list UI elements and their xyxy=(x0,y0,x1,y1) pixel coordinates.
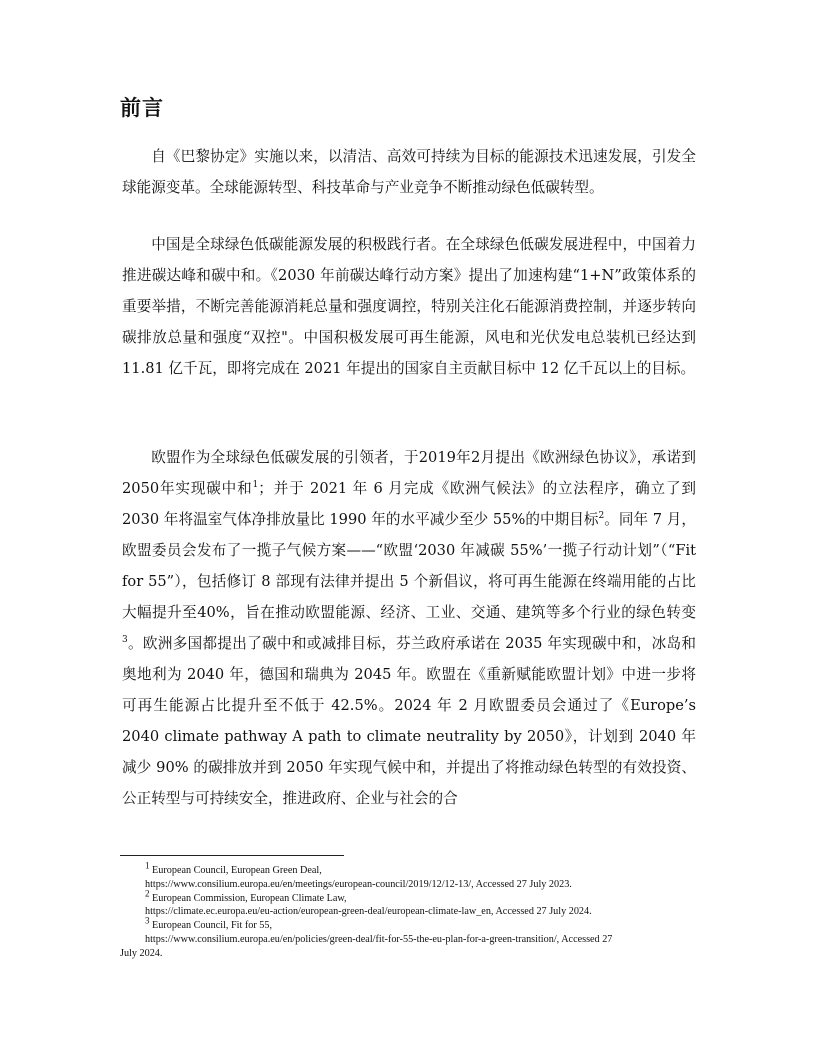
footnote-url-3-continued: July 2024. xyxy=(120,947,163,959)
paragraph-paris-agreement: 自《巴黎协定》实施以来，以清洁、高效可持续为目标的能源技术迅速发展，引发全球能源变革。全球能源转型、科技革命与产业竞争不断推动绿色低碳转型。 xyxy=(122,148,696,196)
footnote-title-1: European Council, European Green Deal, xyxy=(149,865,322,876)
footnote-url-1[interactable]: https://www.consilium.europa.eu/en/meetings/european-council/2019/12/12-13/, Accessed 27 July 2023. xyxy=(145,878,572,890)
paragraph-eu-text-4: 。欧洲多国都提出了碳中和或减排目标，芬兰政府承诺在 2035 年实现碳中和，冰岛和奥地利为 2040 年，德国和瑞典为 2045 年。欧盟在《重新赋能欧盟计划》中进一步将可再生能源占比提升至不低于 42.5%。2024 年 2 月欧盟委员会通过了《Europe’s 2040 climate pathway A path to climate neutrality by 2050》，计划到 2040 年减少 90% 的碳排放并到 2050 年实现气候中和，并提出了将推动绿色转型的有效投资、公正转型与可持续安全，推进政府、企业与社会的合 xyxy=(122,635,696,807)
footnote-marker-1: 1 xyxy=(145,860,150,871)
footnote-3 xyxy=(120,915,696,933)
footnote-title-3: European Council, Fit for 55, xyxy=(149,920,273,932)
footnote-ref-3[interactable]: 3 xyxy=(122,635,128,646)
footnote-2 xyxy=(120,888,696,906)
paragraph-eu-text-2: ；并于 2021 年 6 月完成《欧洲气候法》的立法程序，确立了到 2030 年将温室气体净排放量比 1990 年的水平减少至少 55%的中期目标 xyxy=(122,480,697,528)
paragraph-eu xyxy=(122,442,696,814)
footnote-ref-1[interactable]: 1 xyxy=(252,480,259,491)
paragraph-eu-text-1: 欧盟作为全球绿色低碳发展的引领者，于2019年2月提出《欧洲绿色协议》，承诺到2050年实现碳中和 xyxy=(122,449,696,497)
footnotes xyxy=(120,860,696,961)
footnote-url-3[interactable]: https://www.consilium.europa.eu/en/policies/green-deal/fit-for-55-the-eu-plan-for-a-green-transition/, Accessed 27 xyxy=(145,933,613,945)
footnote-ref-2[interactable]: 2 xyxy=(598,511,605,522)
footnote-1 xyxy=(120,860,696,878)
footnote-marker-3: 3 xyxy=(145,915,150,926)
paragraph-eu-text-3: 。同年 7 月，欧盟委员会发布了一揽子气候方案——“欧盟‘2030 年减碳 55%’一揽子行动计划”（“Fit for 55”），包括修订 8 部现有法律并提出 5 个新倡议，将可再生能源在终端用能的占比大幅提升至40%，旨在推动欧盟能源、经济、工业、交通、建筑等多个行业的绿色转变 xyxy=(122,511,696,621)
footnote-marker-2: 2 xyxy=(145,888,150,899)
footnote-divider xyxy=(120,855,344,856)
section-heading: 前言 xyxy=(120,96,164,120)
footnote-url-2[interactable]: https://climate.ec.europa.eu/eu-action/european-green-deal/european-climate-law_en, Accessed 27 July 2024. xyxy=(145,906,592,918)
paragraph-china: 中国是全球绿色低碳能源发展的积极践行者。在全球绿色低碳发展进程中，中国着力推进碳达峰和碳中和。《2030 年前碳达峰行动方案》提出了加速构建“1+N”政策体系的重要举措，不断完善能源消耗总量和强度调控，特别关注化石能源消费控制，并逐步转向碳排放总量和强度“双控"。中国积极发展可再生能源，风电和光伏发电总装机已经达到 11.81 亿千瓦，即将完成在 2021 年提出的国家自主贡献目标中 12 亿千瓦以上的目标。 xyxy=(122,236,696,377)
footnote-title-2: European Commission, European Climate Law, xyxy=(149,892,347,904)
